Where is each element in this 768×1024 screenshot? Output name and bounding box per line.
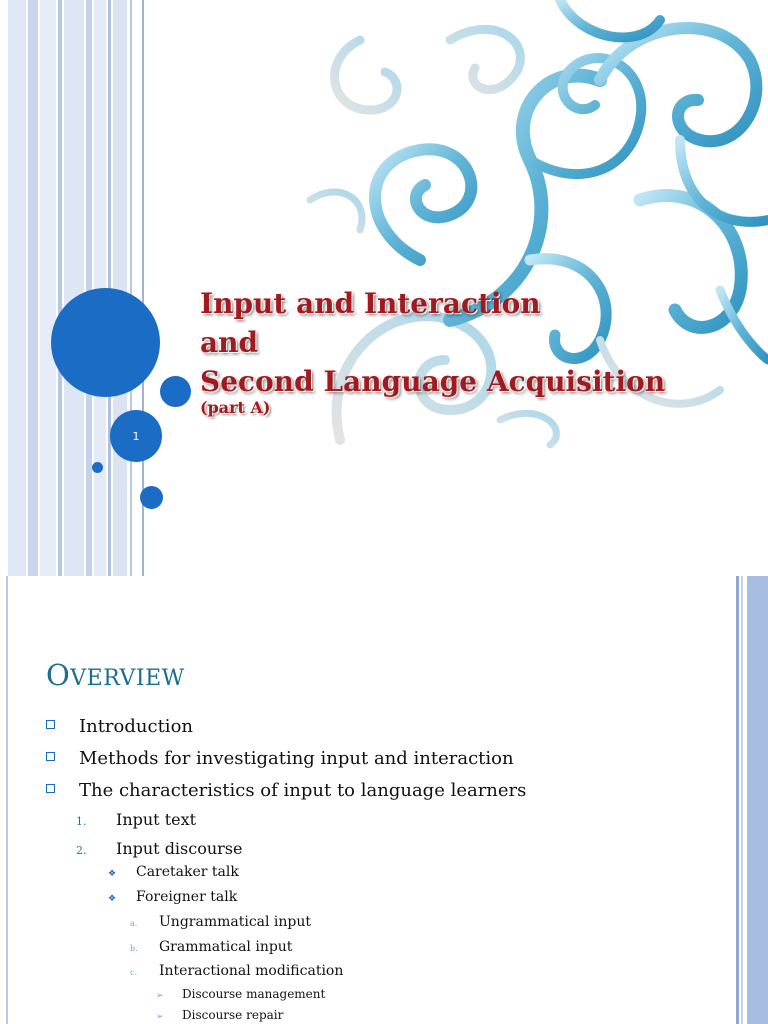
- list-item: a. Ungrammatical input: [130, 914, 312, 930]
- square-bullet-icon: [46, 784, 55, 793]
- list-item: The characteristics of input to language learners: [46, 780, 526, 801]
- small-blue-dot: [140, 486, 163, 509]
- large-blue-circle: [51, 288, 160, 397]
- list-item: Introduction: [46, 716, 193, 737]
- title-line-1: Input and Interaction: [200, 287, 541, 320]
- slide-heading: OVERVIEW: [46, 658, 185, 692]
- square-bullet-icon: [46, 752, 55, 761]
- diamond-bullet-icon: ❖: [108, 869, 117, 879]
- small-blue-circle: [160, 376, 191, 407]
- tiny-blue-circle: [92, 462, 103, 473]
- list-item: ➢ Discourse repair: [156, 1008, 284, 1022]
- arrow-bullet-icon: ➢: [156, 991, 164, 1001]
- slide-title: [200, 284, 665, 401]
- list-item: 2. Input discourse: [76, 839, 243, 858]
- list-item: 1. Input text: [76, 810, 197, 829]
- title-line-3: Second Language Acquisition: [200, 365, 666, 398]
- list-item: ➢ Discourse management: [156, 987, 326, 1001]
- arrow-bullet-icon: ➢: [156, 1012, 164, 1022]
- left-border-line: [6, 576, 8, 1024]
- slide-subtitle: (part A): [200, 398, 271, 417]
- square-bullet-icon: [46, 720, 55, 729]
- list-item: ❖ Foreigner talk: [108, 889, 238, 905]
- left-decorative-stripes: [0, 0, 150, 576]
- list-item: ❖ Caretaker talk: [108, 864, 239, 880]
- slide-number: 1: [132, 429, 140, 443]
- title-line-2: and: [200, 326, 259, 359]
- diamond-bullet-icon: ❖: [108, 894, 117, 904]
- right-border-stripe: [736, 576, 739, 1024]
- overview-slide: [0, 576, 768, 1024]
- list-item: Methods for investigating input and interaction: [46, 748, 514, 769]
- list-item: c. Interactional modification: [130, 963, 344, 979]
- list-item: b. Grammatical input: [130, 939, 293, 955]
